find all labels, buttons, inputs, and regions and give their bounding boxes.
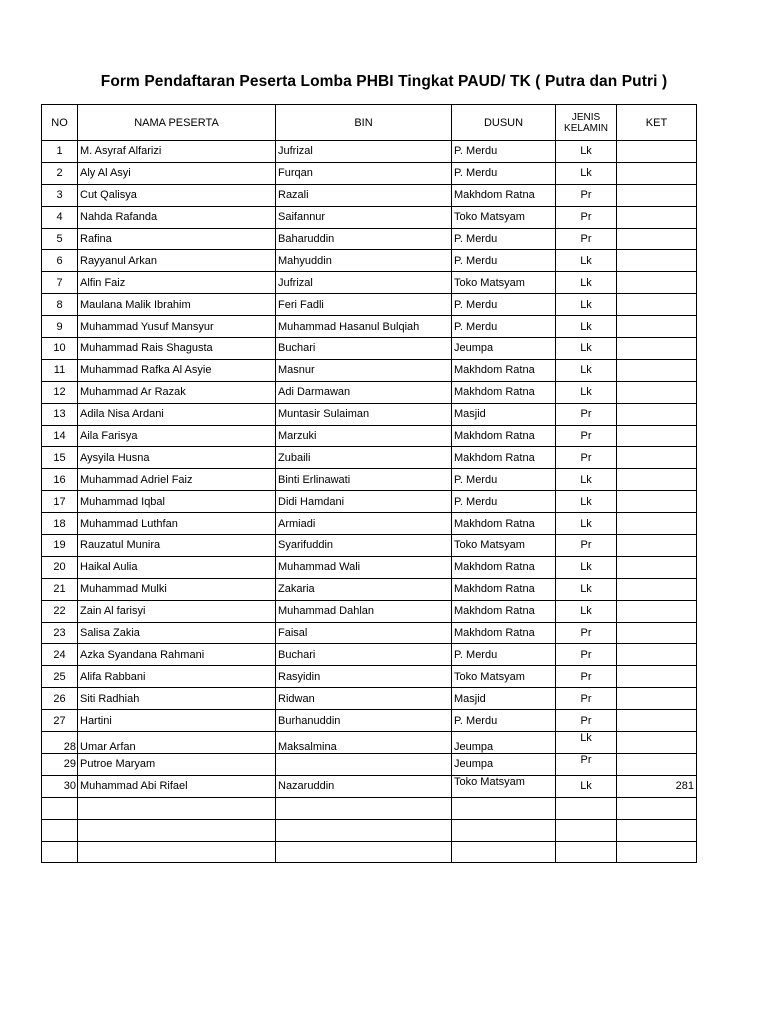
cell-no: 28	[42, 732, 78, 754]
table-row	[42, 228, 697, 250]
cell-no: 8	[42, 294, 78, 316]
cell-bin: Jufrizal	[276, 141, 452, 163]
cell-no: 11	[42, 359, 78, 381]
cell-nama-peserta: Siti Radhiah	[78, 688, 276, 710]
cell-no	[42, 819, 78, 841]
table-row	[42, 469, 697, 491]
cell-nama-peserta: Salisa Zakia	[78, 622, 276, 644]
cell-nama-peserta: Rafina	[78, 228, 276, 250]
table-row	[42, 425, 697, 447]
table-row	[42, 294, 697, 316]
cell-jenis-kelamin: Lk	[556, 338, 617, 360]
cell-jenis-kelamin: Lk	[556, 491, 617, 513]
cell-ket	[617, 841, 697, 863]
cell-no: 30	[42, 775, 78, 797]
cell-jenis-kelamin: Pr	[556, 688, 617, 710]
cell-dusun: Masjid	[452, 688, 556, 710]
cell-ket	[617, 316, 697, 338]
cell-dusun: P. Merdu	[452, 162, 556, 184]
cell-jenis-kelamin: Lk	[556, 272, 617, 294]
cell-ket	[617, 447, 697, 469]
cell-dusun: Makhdom Ratna	[452, 184, 556, 206]
cell-jenis-kelamin: Pr	[556, 228, 617, 250]
cell-jenis-kelamin: Lk	[556, 513, 617, 535]
cell-ket	[617, 535, 697, 557]
cell-ket	[617, 272, 697, 294]
header-no: NO	[42, 105, 78, 141]
cell-nama-peserta: Aila Farisya	[78, 425, 276, 447]
table-row	[42, 578, 697, 600]
cell-jenis-kelamin: Lk	[556, 732, 617, 754]
cell-jenis-kelamin: Lk	[556, 578, 617, 600]
cell-bin: Adi Darmawan	[276, 381, 452, 403]
cell-ket	[617, 338, 697, 360]
cell-bin	[276, 841, 452, 863]
cell-ket	[617, 688, 697, 710]
cell-bin: Maksalmina	[276, 732, 452, 754]
header-ket: KET	[617, 105, 697, 141]
cell-nama-peserta: Muhammad Abi Rifael	[78, 775, 276, 797]
cell-jenis-kelamin: Lk	[556, 359, 617, 381]
cell-nama-peserta: Muhammad Ar Razak	[78, 381, 276, 403]
cell-no: 6	[42, 250, 78, 272]
cell-ket	[617, 578, 697, 600]
cell-jenis-kelamin: Pr	[556, 184, 617, 206]
cell-ket	[617, 710, 697, 732]
cell-bin: Muhammad Wali	[276, 556, 452, 578]
cell-no: 26	[42, 688, 78, 710]
cell-bin: Nazaruddin	[276, 775, 452, 797]
cell-bin: Binti Erlinawati	[276, 469, 452, 491]
cell-no: 9	[42, 316, 78, 338]
cell-no: 3	[42, 184, 78, 206]
cell-nama-peserta: Alfin Faiz	[78, 272, 276, 294]
cell-jenis-kelamin: Lk	[556, 775, 617, 797]
cell-jenis-kelamin: Pr	[556, 206, 617, 228]
cell-no: 20	[42, 556, 78, 578]
header-jenis-kelamin-line2: KELAMIN	[564, 122, 608, 134]
cell-ket	[617, 162, 697, 184]
header-row	[42, 105, 697, 141]
cell-bin: Muhammad Dahlan	[276, 600, 452, 622]
table-row	[42, 359, 697, 381]
cell-jenis-kelamin	[556, 797, 617, 819]
cell-nama-peserta	[78, 841, 276, 863]
cell-no: 25	[42, 666, 78, 688]
cell-nama-peserta: Aly Al Asyi	[78, 162, 276, 184]
cell-jenis-kelamin	[556, 819, 617, 841]
cell-bin: Buchari	[276, 338, 452, 360]
cell-no: 2	[42, 162, 78, 184]
cell-no: 13	[42, 403, 78, 425]
cell-jenis-kelamin: Pr	[556, 644, 617, 666]
cell-dusun	[452, 841, 556, 863]
cell-jenis-kelamin: Pr	[556, 666, 617, 688]
cell-bin: Buchari	[276, 644, 452, 666]
cell-ket	[617, 228, 697, 250]
cell-dusun: Masjid	[452, 403, 556, 425]
cell-dusun: Makhdom Ratna	[452, 556, 556, 578]
header-jenis-kelamin-line1: JENIS	[571, 111, 601, 123]
cell-bin: Baharuddin	[276, 228, 452, 250]
cell-bin: Zakaria	[276, 578, 452, 600]
registration-table	[41, 104, 697, 863]
cell-dusun: Toko Matsyam	[452, 535, 556, 557]
table-row	[42, 775, 697, 797]
cell-bin	[276, 819, 452, 841]
cell-ket: 281	[617, 775, 697, 797]
cell-dusun: Makhdom Ratna	[452, 578, 556, 600]
cell-bin: Muhammad Hasanul Bulqiah	[276, 316, 452, 338]
cell-ket	[617, 184, 697, 206]
cell-dusun	[452, 819, 556, 841]
cell-no	[42, 797, 78, 819]
header-jenis-kelamin	[556, 105, 617, 141]
cell-ket	[617, 206, 697, 228]
cell-no: 21	[42, 578, 78, 600]
cell-nama-peserta: Umar Arfan	[78, 732, 276, 754]
cell-nama-peserta: Muhammad Rais Shagusta	[78, 338, 276, 360]
table-row	[42, 688, 697, 710]
cell-dusun: Toko Matsyam	[452, 206, 556, 228]
cell-dusun: Makhdom Ratna	[452, 447, 556, 469]
cell-nama-peserta: Rayyanul Arkan	[78, 250, 276, 272]
cell-dusun: P. Merdu	[452, 644, 556, 666]
table-row	[42, 491, 697, 513]
cell-jenis-kelamin: Pr	[556, 710, 617, 732]
table-row	[42, 644, 697, 666]
table-row	[42, 513, 697, 535]
cell-ket	[617, 403, 697, 425]
cell-nama-peserta	[78, 797, 276, 819]
cell-no	[42, 841, 78, 863]
header-dusun: DUSUN	[452, 105, 556, 141]
cell-dusun: P. Merdu	[452, 228, 556, 250]
cell-bin: Furqan	[276, 162, 452, 184]
cell-no: 16	[42, 469, 78, 491]
table-row	[42, 381, 697, 403]
table-row	[42, 666, 697, 688]
cell-nama-peserta: Rauzatul Munira	[78, 535, 276, 557]
cell-nama-peserta: Aysyila Husna	[78, 447, 276, 469]
cell-ket	[617, 381, 697, 403]
cell-bin: Jufrizal	[276, 272, 452, 294]
cell-dusun: Toko Matsyam	[452, 272, 556, 294]
table-row	[42, 447, 697, 469]
cell-bin: Razali	[276, 184, 452, 206]
cell-jenis-kelamin: Pr	[556, 447, 617, 469]
cell-nama-peserta: Zain Al farisyi	[78, 600, 276, 622]
cell-bin	[276, 753, 452, 775]
cell-nama-peserta: Adila Nisa Ardani	[78, 403, 276, 425]
cell-dusun: Jeumpa	[452, 338, 556, 360]
cell-bin: Burhanuddin	[276, 710, 452, 732]
cell-dusun: Jeumpa	[452, 732, 556, 754]
cell-no: 22	[42, 600, 78, 622]
table-row	[42, 622, 697, 644]
table-row	[42, 753, 697, 775]
cell-bin: Armiadi	[276, 513, 452, 535]
cell-jenis-kelamin: Pr	[556, 622, 617, 644]
table-body	[42, 141, 697, 863]
cell-dusun: Makhdom Ratna	[452, 425, 556, 447]
cell-jenis-kelamin	[556, 841, 617, 863]
cell-dusun: P. Merdu	[452, 491, 556, 513]
cell-nama-peserta: Haikal Aulia	[78, 556, 276, 578]
cell-jenis-kelamin: Lk	[556, 469, 617, 491]
cell-no: 7	[42, 272, 78, 294]
cell-ket	[617, 622, 697, 644]
cell-jenis-kelamin: Lk	[556, 556, 617, 578]
cell-jenis-kelamin: Lk	[556, 141, 617, 163]
cell-jenis-kelamin: Pr	[556, 425, 617, 447]
cell-no: 15	[42, 447, 78, 469]
cell-no: 24	[42, 644, 78, 666]
cell-no: 10	[42, 338, 78, 360]
cell-ket	[617, 600, 697, 622]
cell-dusun	[452, 797, 556, 819]
cell-no: 4	[42, 206, 78, 228]
cell-ket	[617, 666, 697, 688]
cell-nama-peserta: Nahda Rafanda	[78, 206, 276, 228]
cell-bin: Zubaili	[276, 447, 452, 469]
cell-bin: Faisal	[276, 622, 452, 644]
cell-nama-peserta	[78, 819, 276, 841]
cell-ket	[617, 359, 697, 381]
cell-jenis-kelamin: Pr	[556, 403, 617, 425]
cell-bin: Ridwan	[276, 688, 452, 710]
cell-ket	[617, 644, 697, 666]
table-row	[42, 600, 697, 622]
cell-ket	[617, 556, 697, 578]
table-row	[42, 250, 697, 272]
table-row	[42, 316, 697, 338]
cell-bin: Syarifuddin	[276, 535, 452, 557]
cell-nama-peserta: Azka Syandana Rahmani	[78, 644, 276, 666]
cell-bin: Masnur	[276, 359, 452, 381]
cell-no: 1	[42, 141, 78, 163]
cell-nama-peserta: Muhammad Luthfan	[78, 513, 276, 535]
cell-ket	[617, 513, 697, 535]
cell-dusun: P. Merdu	[452, 294, 556, 316]
cell-bin: Feri Fadli	[276, 294, 452, 316]
table-row	[42, 710, 697, 732]
table-row	[42, 819, 697, 841]
cell-dusun: Toko Matsyam	[452, 666, 556, 688]
cell-nama-peserta: Muhammad Mulki	[78, 578, 276, 600]
cell-dusun: Jeumpa	[452, 753, 556, 775]
cell-bin: Rasyidin	[276, 666, 452, 688]
cell-no: 17	[42, 491, 78, 513]
cell-bin: Muntasir Sulaiman	[276, 403, 452, 425]
table-row	[42, 338, 697, 360]
cell-no: 12	[42, 381, 78, 403]
cell-nama-peserta: Hartini	[78, 710, 276, 732]
cell-dusun: Makhdom Ratna	[452, 381, 556, 403]
table-row	[42, 272, 697, 294]
cell-no: 29	[42, 753, 78, 775]
cell-ket	[617, 425, 697, 447]
table-row	[42, 841, 697, 863]
table-row	[42, 403, 697, 425]
cell-ket	[617, 732, 697, 754]
cell-ket	[617, 797, 697, 819]
cell-ket	[617, 491, 697, 513]
cell-dusun: Makhdom Ratna	[452, 600, 556, 622]
cell-jenis-kelamin: Lk	[556, 316, 617, 338]
cell-no: 14	[42, 425, 78, 447]
cell-no: 23	[42, 622, 78, 644]
table-row	[42, 556, 697, 578]
table-row	[42, 162, 697, 184]
table-row	[42, 732, 697, 754]
cell-nama-peserta: Muhammad Rafka Al Asyie	[78, 359, 276, 381]
cell-dusun: P. Merdu	[452, 710, 556, 732]
cell-nama-peserta: Muhammad Adriel Faiz	[78, 469, 276, 491]
cell-nama-peserta: Muhammad Yusuf Mansyur	[78, 316, 276, 338]
cell-no: 19	[42, 535, 78, 557]
cell-nama-peserta: Muhammad Iqbal	[78, 491, 276, 513]
table-row	[42, 141, 697, 163]
table-row	[42, 206, 697, 228]
cell-no: 5	[42, 228, 78, 250]
cell-dusun: P. Merdu	[452, 316, 556, 338]
cell-ket	[617, 250, 697, 272]
cell-jenis-kelamin: Pr	[556, 535, 617, 557]
cell-ket	[617, 141, 697, 163]
cell-bin: Saifannur	[276, 206, 452, 228]
form-title: Form Pendaftaran Peserta Lomba PHBI Tingkat PAUD/ TK ( Putra dan Putri )	[100, 73, 668, 90]
cell-no: 27	[42, 710, 78, 732]
cell-jenis-kelamin: Lk	[556, 294, 617, 316]
cell-ket	[617, 469, 697, 491]
cell-nama-peserta: Alifa Rabbani	[78, 666, 276, 688]
cell-dusun: Makhdom Ratna	[452, 359, 556, 381]
table-row	[42, 535, 697, 557]
cell-dusun: Makhdom Ratna	[452, 622, 556, 644]
cell-nama-peserta: Putroe Maryam	[78, 753, 276, 775]
cell-dusun: P. Merdu	[452, 469, 556, 491]
cell-bin: Marzuki	[276, 425, 452, 447]
cell-ket	[617, 294, 697, 316]
cell-jenis-kelamin: Lk	[556, 600, 617, 622]
cell-no: 18	[42, 513, 78, 535]
table-row	[42, 797, 697, 819]
cell-dusun: Toko Matsyam	[452, 775, 556, 797]
table-row	[42, 184, 697, 206]
cell-nama-peserta: Cut Qalisya	[78, 184, 276, 206]
header-bin: BIN	[276, 105, 452, 141]
cell-dusun: P. Merdu	[452, 141, 556, 163]
cell-jenis-kelamin: Lk	[556, 381, 617, 403]
cell-nama-peserta: Maulana Malik Ibrahim	[78, 294, 276, 316]
header-nama-peserta: NAMA PESERTA	[78, 105, 276, 141]
cell-nama-peserta: M. Asyraf Alfarizi	[78, 141, 276, 163]
cell-ket	[617, 819, 697, 841]
cell-bin	[276, 797, 452, 819]
cell-bin: Didi Hamdani	[276, 491, 452, 513]
cell-jenis-kelamin: Pr	[556, 753, 617, 775]
cell-ket	[617, 753, 697, 775]
cell-jenis-kelamin: Lk	[556, 250, 617, 272]
cell-bin: Mahyuddin	[276, 250, 452, 272]
cell-dusun: P. Merdu	[452, 250, 556, 272]
cell-jenis-kelamin: Lk	[556, 162, 617, 184]
cell-dusun: Makhdom Ratna	[452, 513, 556, 535]
